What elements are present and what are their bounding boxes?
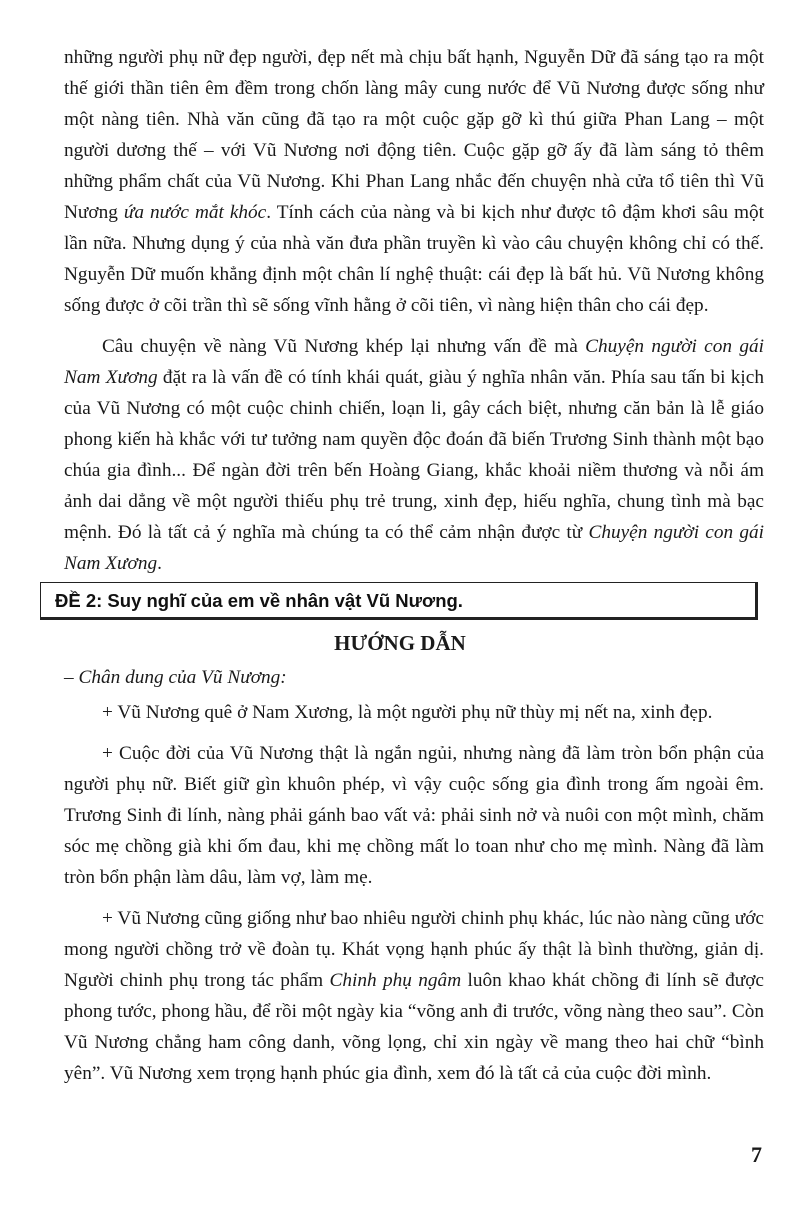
paragraph-1 [64,42,764,321]
page-number: 7 [751,1142,762,1167]
top-section [64,42,764,579]
paragraph-2-mid: đặt ra là vấn đề có tính khái quát, giàu ý nghĩa nhân văn. Phía sau tấn bi kịch của Vũ Nương có một cuộc chinh chiến, loạn li, gây cách biệt, nhưng căn bản là lễ giáo phong kiến hà khắc với tư tưởng nam quyền độc đoán đã biến Trương Sinh thành một bạo chúa gia đình... Để ngàn đời trên bến Hoàng Giang, khắc khoải niềm thương và nỗi ám ảnh dai dẳng về một người thiếu phụ trẻ trung, xinh đẹp, hiếu nghĩa, chung tình mà bạc mệnh. Đó là tất cả ý nghĩa mà chúng ta có thể cảm nhận được từ [64,367,764,543]
work-title: Chinh phụ ngâm [329,970,462,991]
paragraph-2-end: . [157,553,162,574]
bullet-1: + Vũ Nương quê ở Nam Xương, là một người phụ nữ thùy mị nết na, xinh đẹp. [102,702,713,723]
bullet-3-end: luôn khao khát chồng đi lính sẽ được phong tước, phong hầu, để rồi một ngày kia “võng anh đi trước, võng nàng theo sau”. Còn Vũ Nương chẳng ham công danh, võng lọng, chỉ xin ngày về mang theo hai chữ “bình yên”. Vũ Nương xem trọng hạnh phúc gia đình, xem đó là tất cả của cuộc đời mình. [64,970,764,1084]
work-title: Chuyện người con gái Nam Xương [64,522,765,574]
exercise-heading-box [40,582,758,620]
paragraph-2-start: Câu chuyện về nàng Vũ Nương khép lại nhưng vấn đề mà [102,336,586,357]
guide-section [64,662,764,1089]
paragraph-1-end: . Tính cách của nàng và bi kịch như được tô đậm khơi sâu một lần nữa. Nhưng dụng ý của nhà văn đưa phần truyền kì vào câu chuyện không chỉ có thế. Nguyễn Dữ muốn khẳng định một chân lí nghệ thuật: cái đẹp là bất hủ. Vũ Nương không sống được ở cõi trần thì sẽ sống vĩnh hằng ở cõi tiên, vì nàng hiện thân cho cái đẹp. [64,202,764,316]
work-title: Chuyện người con gái Nam Xương [64,336,765,388]
paragraph-1-italic: ứa nước mắt khóc [123,202,267,223]
bullet-2: + Cuộc đời của Vũ Nương thật là ngắn ngủi, nhưng nàng đã làm tròn bổn phận của người phụ nữ. Biết giữ gìn khuôn phép, vì vậy cuộc sống gia đình trong ấm ngoài êm. Trương Sinh đi lính, nàng phải gánh bao vất vả: phải sinh nở và nuôi con một mình, chăm sóc mẹ chồng già khi ốm đau, khi mẹ chồng mất lo toan như cho mẹ mình. Nàng đã làm tròn bổn phận làm dâu, làm vợ, làm mẹ. [64,743,764,888]
bullet-3 [64,903,764,1089]
guide-title: HƯỚNG DẪN [334,631,466,655]
paragraph-1-text: những người phụ nữ đẹp người, đẹp nết mà chịu bất hạnh, Nguyễn Dữ đã sáng tạo ra một thế giới thần tiên êm đềm trong chốn làng mây cung nước để Vũ Nương được sống như một nàng tiên. Nhà văn cũng đã tạo ra một cuộc gặp gỡ kì thú giữa Phan Lang – một người dương thế – với Vũ Nương nơi động tiên. Cuộc gặp gỡ ấy đã làm sáng tỏ thêm những phẩm chất của Vũ Nương. Khi Phan Lang nhắc đến chuyện nhà cửa tổ tiên thì Vũ Nương [64,47,764,223]
exercise-heading: ĐỀ 2: Suy nghĩ của em về nhân vật Vũ Nương. [55,590,463,611]
paragraph-2 [64,331,764,579]
portrait-label: – Chân dung của Vũ Nương: [64,667,287,688]
bullet-3-start: + Vũ Nương cũng giống như bao nhiêu người chinh phụ khác, lúc nào nàng cũng ước mong người chồng trở về đoàn tụ. Khát vọng hạnh phúc ấy thật là bình thường, giản dị. Người chinh phụ trong tác phẩm [64,908,764,991]
